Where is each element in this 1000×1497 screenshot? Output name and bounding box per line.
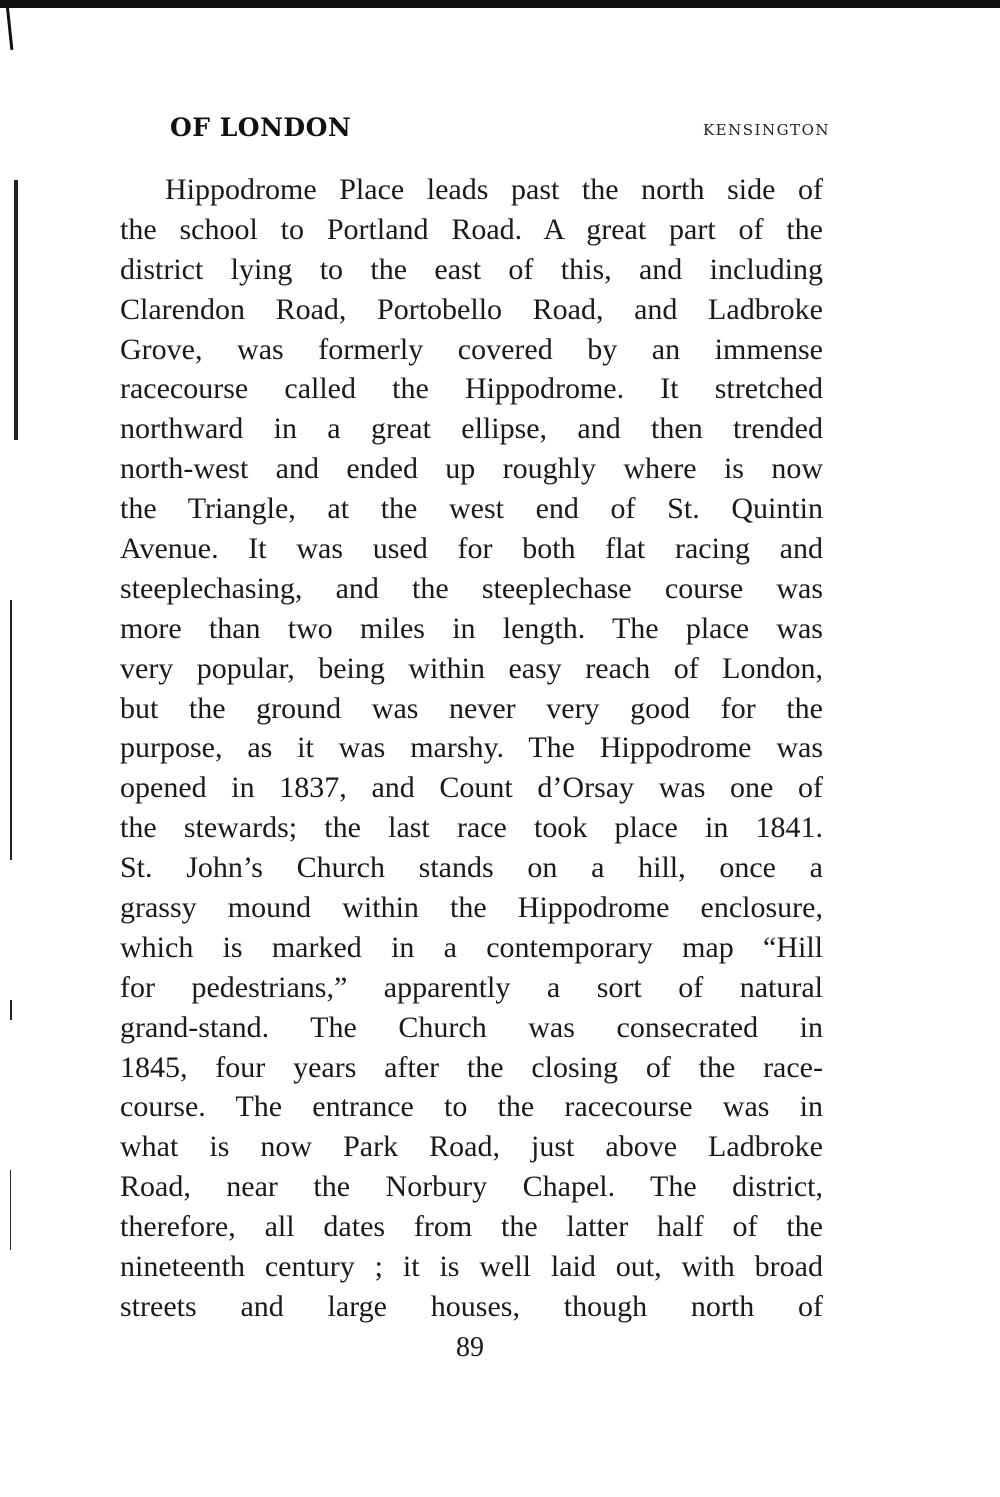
text-line: grand-stand. The Church was consecrated in xyxy=(120,1010,823,1044)
text-line: but the ground was never very good for the xyxy=(120,691,823,725)
text-line: Road, near the Norbury Chapel. The district, xyxy=(120,1170,823,1204)
text-line: for pedestrians,” apparently a sort of natural xyxy=(120,970,823,1004)
text-line: what is now Park Road, just above Ladbroke xyxy=(120,1130,823,1164)
top-border-rule xyxy=(0,0,1000,8)
text-line: the Triangle, at the west end of St. Quintin xyxy=(120,492,823,526)
text-line: the school to Portland Road. A great part of the xyxy=(120,212,823,246)
text-line: nineteenth century ; it is well laid out, with broad xyxy=(120,1250,823,1284)
text-line: the stewards; the last race took place in 1841. xyxy=(120,811,823,845)
text-line: purpose, as it was marshy. The Hippodrome was xyxy=(120,731,823,765)
page-number: 89 xyxy=(456,1332,484,1363)
text-line: course. The entrance to the racecourse was in xyxy=(120,1090,823,1124)
margin-scan-mark xyxy=(14,180,18,440)
running-head-title: OF LONDON xyxy=(170,113,352,142)
text-line: Clarendon Road, Portobello Road, and Ladbroke xyxy=(120,292,823,326)
text-line: racecourse called the Hippodrome. It stretched xyxy=(120,372,823,406)
margin-scan-mark xyxy=(10,600,12,860)
body-text xyxy=(120,170,823,1327)
text-line: therefore, all dates from the latter half of the xyxy=(120,1210,823,1244)
running-head xyxy=(170,113,830,149)
text-line: Grove, was formerly covered by an immense xyxy=(120,332,823,366)
text-line: grassy mound within the Hippodrome enclosure, xyxy=(120,891,823,925)
text-line: which is marked in a contemporary map “Hill xyxy=(120,930,823,964)
text-line: district lying to the east of this, and including xyxy=(120,252,823,286)
margin-scan-mark xyxy=(10,1000,12,1020)
top-border-tick xyxy=(6,4,14,50)
text-line: northward in a great ellipse, and then trended xyxy=(120,412,823,446)
text-line: opened in 1837, and Count d’Orsay was one of xyxy=(120,771,823,805)
text-line: very popular, being within easy reach of London, xyxy=(120,651,823,685)
text-line: Avenue. It was used for both flat racing and xyxy=(120,532,823,566)
text-line: 1845, four years after the closing of the race- xyxy=(120,1050,823,1084)
text-line: north-west and ended up roughly where is now xyxy=(120,452,823,486)
text-line: streets and large houses, though north of xyxy=(120,1289,823,1323)
text-line: steeplechasing, and the steeplechase course was xyxy=(120,571,823,605)
running-head-section: KENSINGTON xyxy=(702,121,830,139)
margin-scan-mark xyxy=(10,1170,11,1250)
text-line: Hippodrome Place leads past the north side of xyxy=(165,173,823,206)
text-line: St. John’s Church stands on a hill, once a xyxy=(120,851,823,885)
text-line: more than two miles in length. The place was xyxy=(120,611,823,645)
